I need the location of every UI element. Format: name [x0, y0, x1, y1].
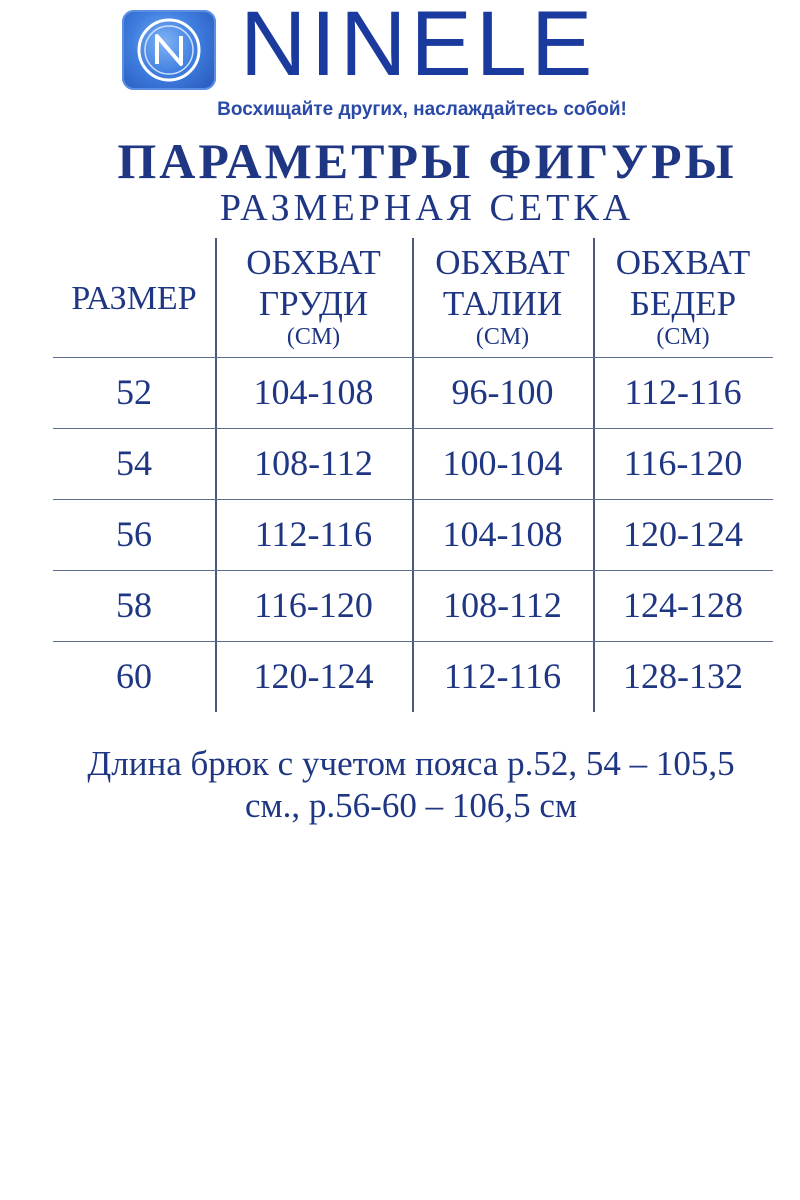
size-column-header: РАЗМЕР	[71, 280, 197, 317]
header-unit: (СМ)	[475, 324, 530, 350]
hips-cell: 112-116	[624, 372, 742, 412]
trouser-length-note	[0, 743, 800, 827]
chest-cell: 116-120	[254, 585, 373, 625]
size-cell: 52	[116, 372, 152, 412]
hips-cell: 116-120	[623, 443, 743, 483]
table-row	[53, 357, 773, 428]
chest-column-header	[215, 242, 412, 361]
size-table	[53, 238, 773, 712]
note-line2: см., р.56-60 – 106,5 см	[244, 786, 578, 825]
hips-cell: 124-128	[623, 585, 743, 625]
hips-cell: 120-124	[623, 514, 743, 554]
brand-tagline: Восхищайте других, наслаждайтесь собой!	[217, 99, 627, 120]
brand-header	[122, 0, 742, 95]
table-row	[53, 570, 773, 641]
ninele-logo-icon	[122, 10, 216, 90]
table-row	[53, 641, 773, 712]
hips-column-header	[593, 242, 773, 361]
header-line1: ОБХВАТ	[615, 243, 751, 282]
chest-cell: 120-124	[253, 656, 374, 696]
header-line2: ГРУДИ	[258, 284, 369, 323]
note-line1: Длина брюк с учетом пояса р.52, 54 – 105,5	[87, 744, 735, 783]
table-row	[53, 499, 773, 570]
table-row	[53, 428, 773, 499]
hips-cell: 128-132	[623, 656, 743, 696]
header-line2: БЕДЕР	[629, 284, 737, 323]
size-cell: 60	[116, 656, 152, 696]
page-title: ПАРАМЕТРЫ ФИГУРЫ	[117, 133, 737, 189]
waist-column-header	[412, 242, 593, 361]
size-cell: 54	[116, 443, 152, 483]
chest-cell: 112-116	[254, 514, 373, 554]
chest-cell: 104-108	[253, 372, 374, 412]
header-line1: ОБХВАТ	[435, 243, 570, 282]
waist-cell: 96-100	[451, 372, 554, 412]
waist-cell: 108-112	[443, 585, 562, 625]
header-line1: ОБХВАТ	[246, 243, 381, 282]
header-line2: ТАЛИИ	[442, 284, 563, 323]
header-unit: (СМ)	[286, 324, 341, 350]
waist-cell: 112-116	[443, 656, 562, 696]
size-cell: 58	[116, 585, 152, 625]
header-unit: (СМ)	[656, 324, 710, 350]
brand-name: NINELE	[240, 0, 597, 95]
size-cell: 56	[116, 514, 152, 554]
page-subtitle: РАЗМЕРНАЯ СЕТКА	[219, 187, 635, 229]
chest-cell: 108-112	[254, 443, 373, 483]
waist-cell: 100-104	[442, 443, 563, 483]
waist-cell: 104-108	[442, 514, 563, 554]
